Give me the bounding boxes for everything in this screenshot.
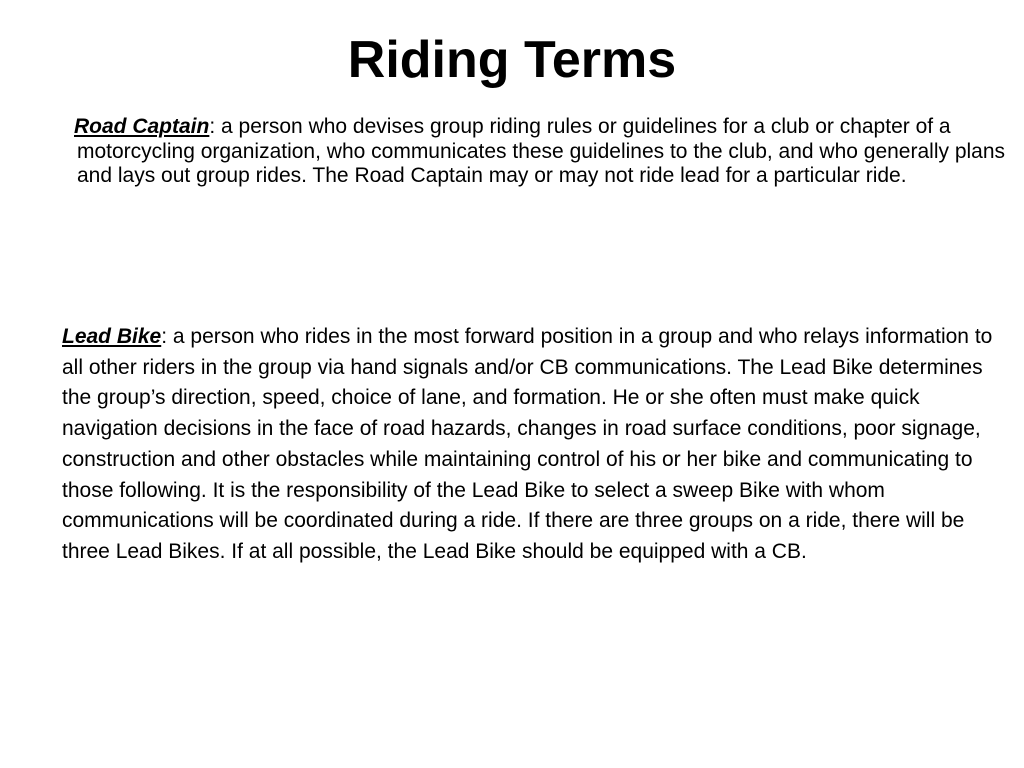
- term-separator: :: [161, 325, 173, 348]
- slide-title: Riding Terms: [347, 31, 677, 89]
- definition-text-lead-bike: a person who rides in the most forward position in a group and who relays information to all other riders in the group via hand signals and/or CB communications. The Lead Bike determines the group’s direction, speed, choice of lane, and formation. He or she often must make quick navigation decisions in the face of road hazards, changes in road surface conditions, poor signage, construction and other obstacles while maintaining control of his or her bike and communicating to those following. It is the responsibility of the Lead Bike to select a sweep Bike with whom communications will be coordinated during a ride. If there are three groups on a ride, there will be three Lead Bikes. If at all possible, the Lead Bike should be equipped with a CB.: [62, 325, 993, 563]
- definition-road-captain: [74, 115, 1012, 189]
- definition-lead-bike: [62, 322, 1007, 568]
- term-lead-bike: Lead Bike: [62, 325, 162, 348]
- term-separator: :: [209, 115, 222, 138]
- term-road-captain: Road Captain: [74, 115, 210, 138]
- definition-text-road-captain: a person who devises group riding rules or guidelines for a club or chapter of a motorcycling organization, who communicates these guidelines to the club, and who generally plans and lays out group rides. The Road Captain may or may not ride lead for a particular ride.: [77, 115, 1006, 187]
